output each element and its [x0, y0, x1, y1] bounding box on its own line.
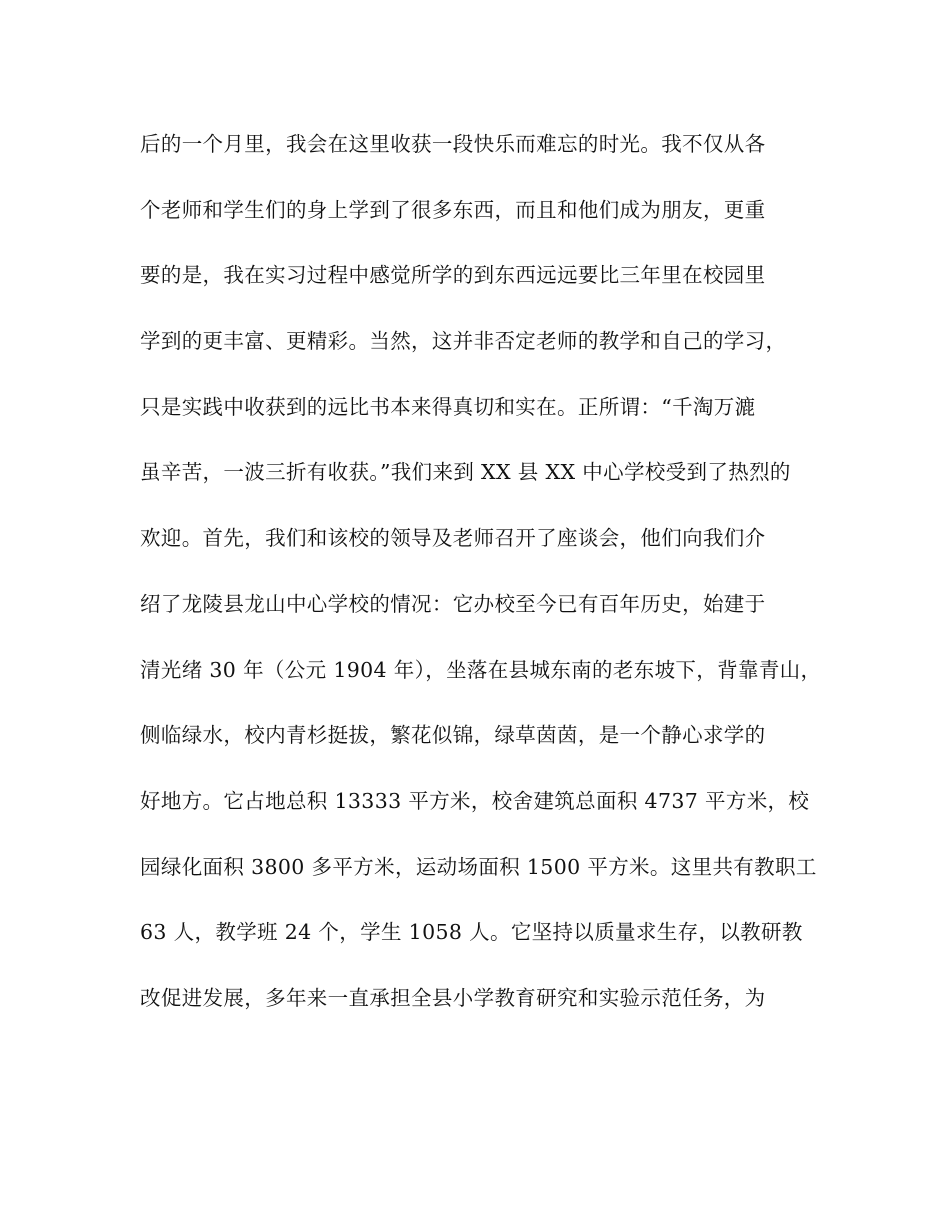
text-line: 绍了龙陵县龙山中心学校的情况：它办校至今已有百年历史，始建于: [140, 591, 766, 616]
text-line: 园绿化面积 3800 多平方米，运动场面积 1500 平方米。这里共有教职工: [140, 854, 817, 879]
text-line: 好地方。它占地总积 13333 平方米，校舍建筑总面积 4737 平方米，校: [140, 788, 810, 813]
text-line: 个老师和学生们的身上学到了很多东西，而且和他们成为朋友，更重: [140, 197, 766, 222]
text-line: 63 人，教学班 24 个，学生 1058 人。它坚持以质量求生存，以教研教: [140, 920, 803, 945]
text-line: 欢迎。首先，我们和该校的领导及老师召开了座谈会，他们向我们介: [140, 526, 766, 551]
body-text: [140, 122, 840, 1042]
text-line: 虽辛苦，一波三折有收获。”我们来到 XX 县 XX 中心学校受到了热烈的: [140, 460, 791, 485]
text-line: 要的是，我在实习过程中感觉所学的到东西远远要比三年里在校园里: [140, 263, 766, 288]
text-line: 只是实践中收获到的远比书本来得真切和实在。正所谓：“千淘万漉: [140, 394, 756, 419]
text-line: 改促进发展，多年来一直承担全县小学教育研究和实验示范任务，为: [140, 985, 766, 1010]
text-line: 学到的更丰富、更精彩。当然，这并非否定老师的教学和自己的学习，: [140, 329, 787, 354]
text-line: 侧临绿水，校内青杉挺拔，繁花似锦，绿草茵茵，是一个静心求学的: [140, 723, 766, 748]
text-line: 后的一个月里，我会在这里收获一段快乐而难忘的时光。我不仅从各: [140, 132, 766, 156]
text-line: 清光绪 30 年（公元 1904 年），坐落在县城东南的老东坡下，背靠青山，: [140, 657, 822, 682]
